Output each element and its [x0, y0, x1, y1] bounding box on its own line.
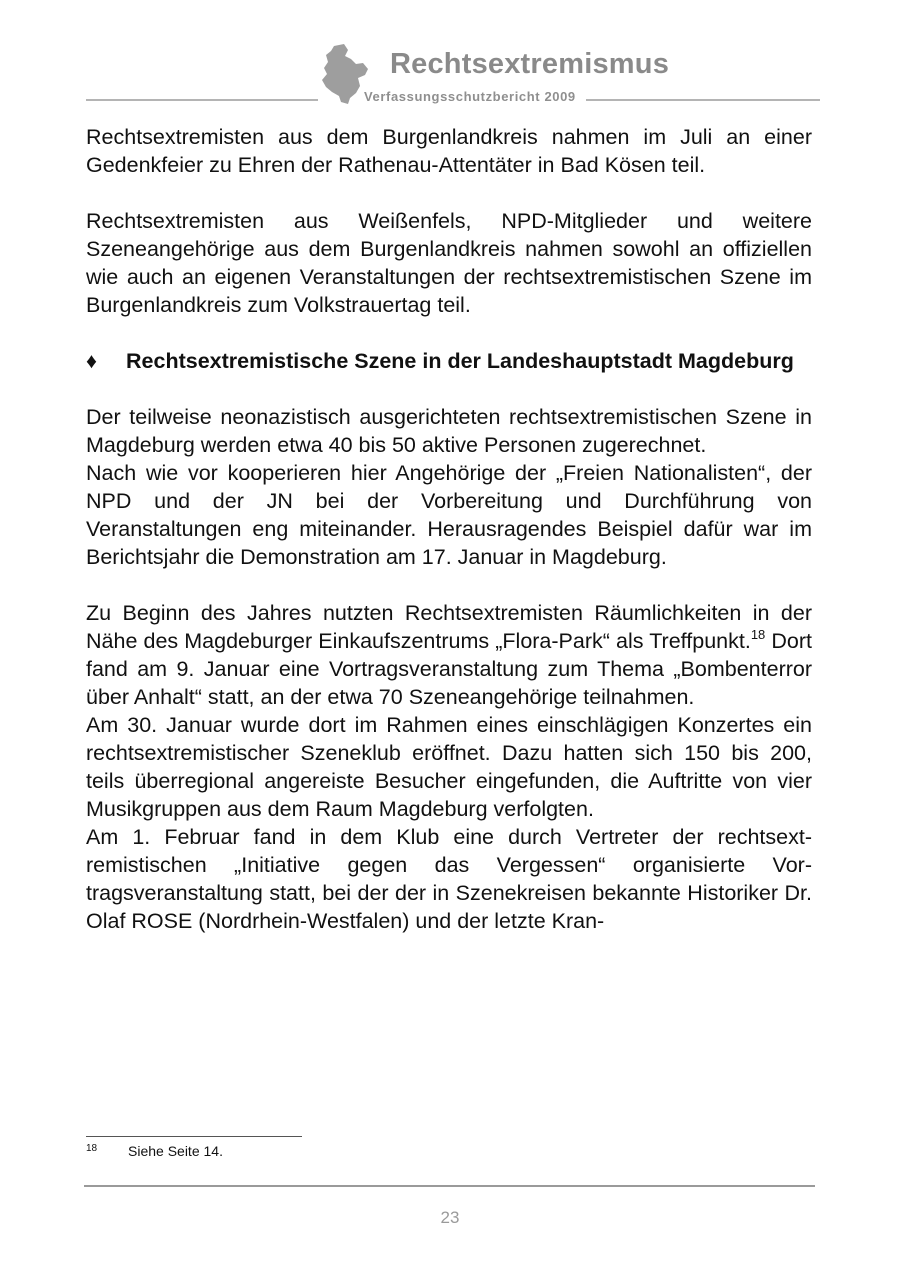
header-subtitle: Verfassungsschutzbericht 2009 [364, 89, 576, 104]
paragraph-4: Nach wie vor kooperieren hier Angehörige der „Freien Nationalisten“, der NPD und der JN bei der Vorbereitung und Durchführung von Veranstaltungen eng miteinander. Herausragendes Beispiel dafür war im Berichtsjahr die Demonstration am 17. Januar in Magdeburg. [86, 461, 812, 569]
header-title: Rechtsextremismus [390, 48, 670, 80]
header-rule-left [86, 99, 318, 101]
diamond-bullet-icon: ♦ [86, 349, 97, 373]
footer-rule [84, 1185, 815, 1187]
paragraph-6: Am 30. Januar wurde dort im Rahmen eines einschlägigen Konzertes ein rechtsextremistischer Szeneklub eröffnet. Dazu hatten sich 150 bis 200, teils überregional angereiste Besucher eingefunden, die Auftritte von vier Musikgruppen aus dem Raum Magdeburg verfolgten. [86, 713, 812, 821]
footnote-reference: 18 [750, 627, 766, 642]
section-heading [86, 347, 812, 375]
footnote-text: Siehe Seite 14. [128, 1143, 223, 1159]
section-heading-text: Rechtsextremistische Szene in der Landeshauptstadt Magdeburg [126, 349, 794, 373]
paragraph-2: Rechtsextremisten aus Weißenfels, NPD-Mitglieder und weitere Szeneangehörige aus dem Burgenlandkreis nahmen sowohl an offiziellen wie auch an eigenen Veranstaltungen der rechtsextremistischen Szene im Burgenlandkreis zum Volkstrauertag teil. [86, 209, 812, 317]
page-number: 23 [440, 1208, 460, 1227]
paragraph-7: Am 1. Februar fand in dem Klub eine durch Vertreter der rechtsextremistischen „Initiative gegen das Vergessen“ organisierte Vortragsveranstaltung statt, bei der der in Szenekreisen bekannte Historiker Dr. Olaf ROSE (Nordrhein-Westfalen) und der letzte Kran- [86, 825, 812, 933]
header-rule-right [586, 99, 820, 101]
paragraph-3: Der teilweise neonazistisch ausgerichteten rechtsextremistischen Szene in Magdeburg werden etwa 40 bis 50 aktive Personen zugerechnet. [86, 405, 812, 457]
paragraph-5-part-1: Zu Beginn des Jahres nutzten Rechtsextremisten Räumlichkeiten in der Nähe des Magdeburger Einkaufszentrums „Flora-Park“ als Treffpunkt. [86, 601, 812, 653]
footnote-number: 18 [86, 1143, 98, 1154]
paragraph-1: Rechtsextremisten aus dem Burgenlandkreis nahmen im Juli an einer Gedenkfeier zu Ehren der Rathenau-Attentäter in Bad Kösen teil. [86, 125, 812, 177]
paragraph-5 [86, 599, 812, 711]
footnote-rule [86, 1136, 302, 1137]
paragraph-5-part-2: Dort fand am 9. Januar eine Vortragsveranstaltung zum Thema „Bombenterror über Anhalt“ statt, an der etwa 70 Szeneangehörige teilnahmen. [86, 629, 813, 709]
main-text [86, 123, 812, 935]
footnote [86, 1143, 223, 1159]
